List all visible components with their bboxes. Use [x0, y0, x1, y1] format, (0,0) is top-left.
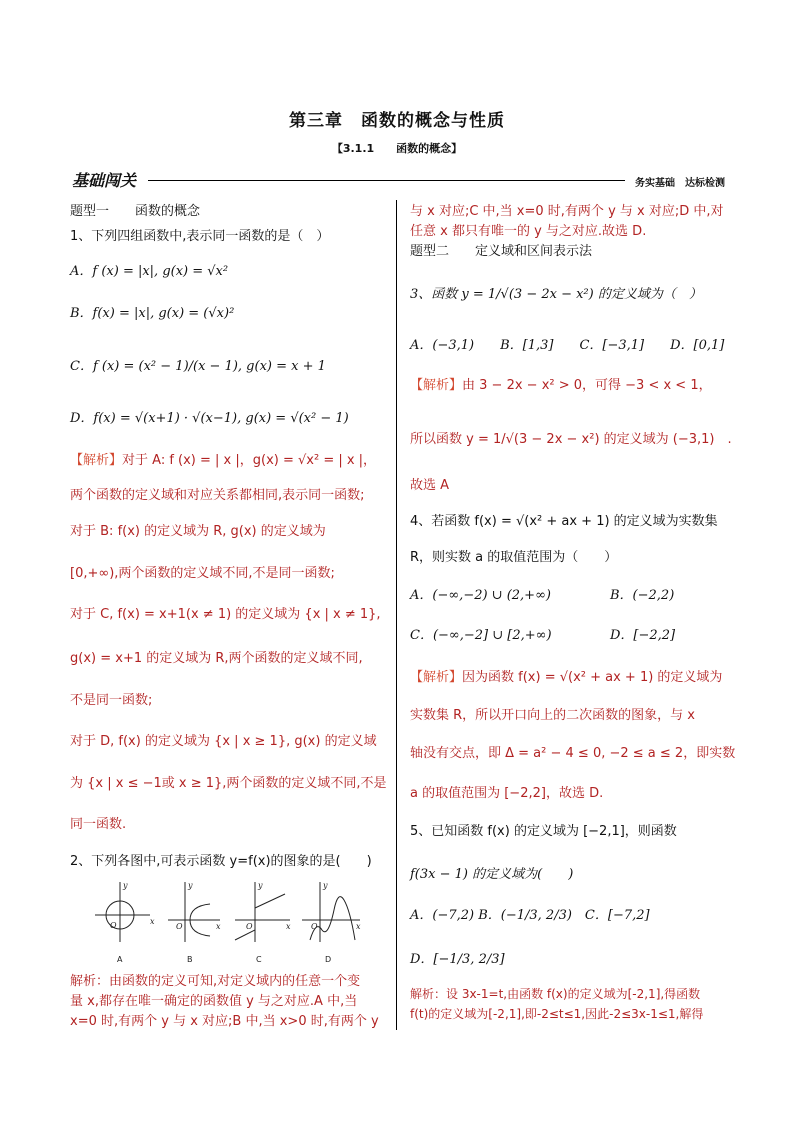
question-2-stem: 2、下列各图中,可表示函数 y=f(x)的图象的是( )	[70, 854, 372, 869]
q2-analysis-line-1: 解析：由函数的定义可知,对定义域内的任意一个变	[70, 974, 361, 989]
q1-option-b: B．f(x) = |x|, g(x) = (√x)²	[70, 306, 235, 321]
question-4-stem-2: R，则实数 a 的取值范围为（ ）	[410, 550, 618, 565]
banner-subtitle: 务实基础 达标检测	[635, 178, 725, 189]
graph-a-x-label: x	[150, 917, 155, 926]
q1-analysis-line-3: 对于 B: f(x) 的定义域为 R, g(x) 的定义域为	[70, 524, 326, 539]
section-subtitle: 【3.1.1 函数的概念】	[331, 142, 463, 155]
graph-b-label: B	[187, 955, 193, 964]
q1-analysis-line-4: [0,+∞),两个函数的定义域不同,不是同一函数;	[70, 566, 335, 581]
q1-option-d: D．f(x) = √(x+1) · √(x−1), g(x) = √(x² − 1)	[70, 411, 349, 426]
q4-analysis-line-3: 轴没有交点，即 Δ = a² − 4 ≤ 0, −2 ≤ a ≤ 2，即实数	[410, 746, 736, 761]
graph-b-origin: O	[176, 922, 183, 931]
q5-analysis-line-1: 解析：设 3x-1=t,由函数 f(x)的定义域为[-2,1],得函数	[410, 987, 701, 1001]
graph-d-curve	[310, 897, 355, 940]
q1-analysis-line-7: 不是同一函数;	[70, 693, 153, 708]
q1-analysis-line-1	[70, 451, 376, 471]
graph-d-x-label: x	[356, 922, 361, 931]
q4-option-a: A．(−∞,−2) ∪ (2,+∞)	[410, 588, 551, 603]
q5-analysis-line-2: f(t)的定义域为[-2,1],即-2≤t≤1,因此-2≤3x-1≤1,解得	[410, 1007, 704, 1021]
q1-option-a: A．f (x) = |x|, g(x) = √x²	[70, 264, 229, 279]
q5-option-d: D．[−1/3, 2/3]	[410, 952, 505, 967]
section-banner	[70, 168, 725, 192]
q4-option-c: C．(−∞,−2] ∪ [2,+∞)	[410, 628, 552, 643]
q2-analysis-line-5: 任意 x 都只有唯一的 y 与之对应.故选 D.	[410, 224, 647, 239]
q2-analysis-line-4: 与 x 对应;C 中,当 x=0 时,有两个 y 与 x 对应;D 中,对	[410, 204, 724, 219]
graph-c-y-label: y	[258, 881, 263, 890]
graph-c-curve-upper	[255, 894, 285, 908]
q1-analysis-line-6: g(x) = x+1 的定义域为 R,两个函数的定义域不同,	[70, 651, 363, 666]
graph-c-curve-lower	[235, 930, 255, 940]
q2-analysis-line-3: x=0 时,有两个 y 与 x 对应;B 中,当 x>0 时,有两个 y	[70, 1014, 379, 1029]
q4-option-b: B．(−2,2)	[610, 588, 675, 603]
analysis-tag: 【解析】	[410, 378, 463, 393]
q1-analysis-line-8: 对于 D, f(x) 的定义域为 {x | x ≥ 1}, g(x) 的定义域	[70, 734, 377, 749]
graph-b-x-label: x	[216, 922, 221, 931]
q2-graphs	[70, 880, 370, 970]
column-divider	[396, 200, 397, 1030]
q3-options: A．(−3,1) B．[1,3] C．[−3,1] D．[0,1]	[410, 338, 725, 353]
question-5-stem-2: f(3x − 1) 的定义域为( )	[410, 867, 574, 882]
analysis-text: 对于 A: f (x) = | x |，g(x) = √x² = | x |，	[122, 453, 377, 468]
q1-analysis-line-5: 对于 C, f(x) = x+1(x ≠ 1) 的定义域为 {x | x ≠ 1},	[70, 607, 381, 622]
q3-analysis-line-1	[410, 376, 712, 396]
graph-b-y-label: y	[188, 881, 193, 890]
q4-analysis-line-4: a 的取值范围为 [−2,2]，故选 D.	[410, 786, 604, 801]
q2-analysis-line-2: 量 x,都存在唯一确定的函数值 y 与之对应.A 中,当	[70, 994, 358, 1009]
analysis-tag: 【解析】	[70, 453, 123, 468]
graph-d-y-label: y	[323, 881, 328, 890]
question-3-stem: 3、函数 y = 1/√(3 − 2x − x²) 的定义域为（ ）	[410, 287, 702, 302]
analysis-text: 由 3 − 2x − x² > 0，可得 −3 < x < 1，	[462, 378, 712, 393]
question-1-stem: 1、下列四组函数中,表示同一函数的是（ ）	[70, 229, 330, 244]
graph-d-origin: O	[311, 922, 318, 931]
page-title: 第三章 函数的概念与性质	[289, 111, 505, 131]
analysis-text: 因为函数 f(x) = √(x² + ax + 1) 的定义域为	[462, 670, 723, 685]
q1-analysis-line-10: 同一函数.	[70, 817, 127, 832]
graph-d-label: D	[325, 955, 332, 964]
graph-a-origin: O	[110, 921, 117, 930]
topic-heading-2: 题型二 定义域和区间表示法	[410, 244, 593, 259]
q4-option-d: D．[−2,2]	[610, 628, 676, 643]
question-5-stem: 5、已知函数 f(x) 的定义域为 [−2,1]，则函数	[410, 824, 677, 839]
graph-c-x-label: x	[286, 922, 291, 931]
banner-title: 基础闯关	[72, 171, 137, 190]
banner-rule	[148, 180, 625, 181]
q1-analysis-line-2: 两个函数的定义域和对应关系都相同,表示同一函数;	[70, 488, 365, 503]
q1-analysis-line-9: 为 {x | x ≤ −1或 x ≥ 1},两个函数的定义域不同,不是	[70, 776, 387, 791]
graph-c-origin: O	[246, 922, 253, 931]
graph-c-label: C	[256, 955, 262, 964]
question-4-stem: 4、若函数 f(x) = √(x² + ax + 1) 的定义域为实数集	[410, 514, 718, 529]
q5-options-abc: A．(−7,2) B．(−1/3, 2/3) C．[−7,2]	[410, 908, 650, 923]
q3-analysis-line-2: 所以函数 y = 1/√(3 − 2x − x²) 的定义域为 (−3,1) .	[410, 432, 732, 447]
q1-option-c: C．f (x) = (x² − 1)/(x − 1), g(x) = x + 1	[70, 359, 326, 374]
analysis-tag: 【解析】	[410, 670, 463, 685]
graph-a-y-label: y	[123, 881, 128, 890]
q4-analysis-line-1	[410, 668, 722, 688]
graph-a-label: A	[117, 955, 123, 964]
q4-analysis-line-2: 实数集 R，所以开口向上的二次函数的图象，与 x	[410, 708, 695, 723]
topic-heading-1: 题型一 函数的概念	[70, 204, 201, 219]
q3-analysis-line-3: 故选 A	[410, 478, 450, 493]
